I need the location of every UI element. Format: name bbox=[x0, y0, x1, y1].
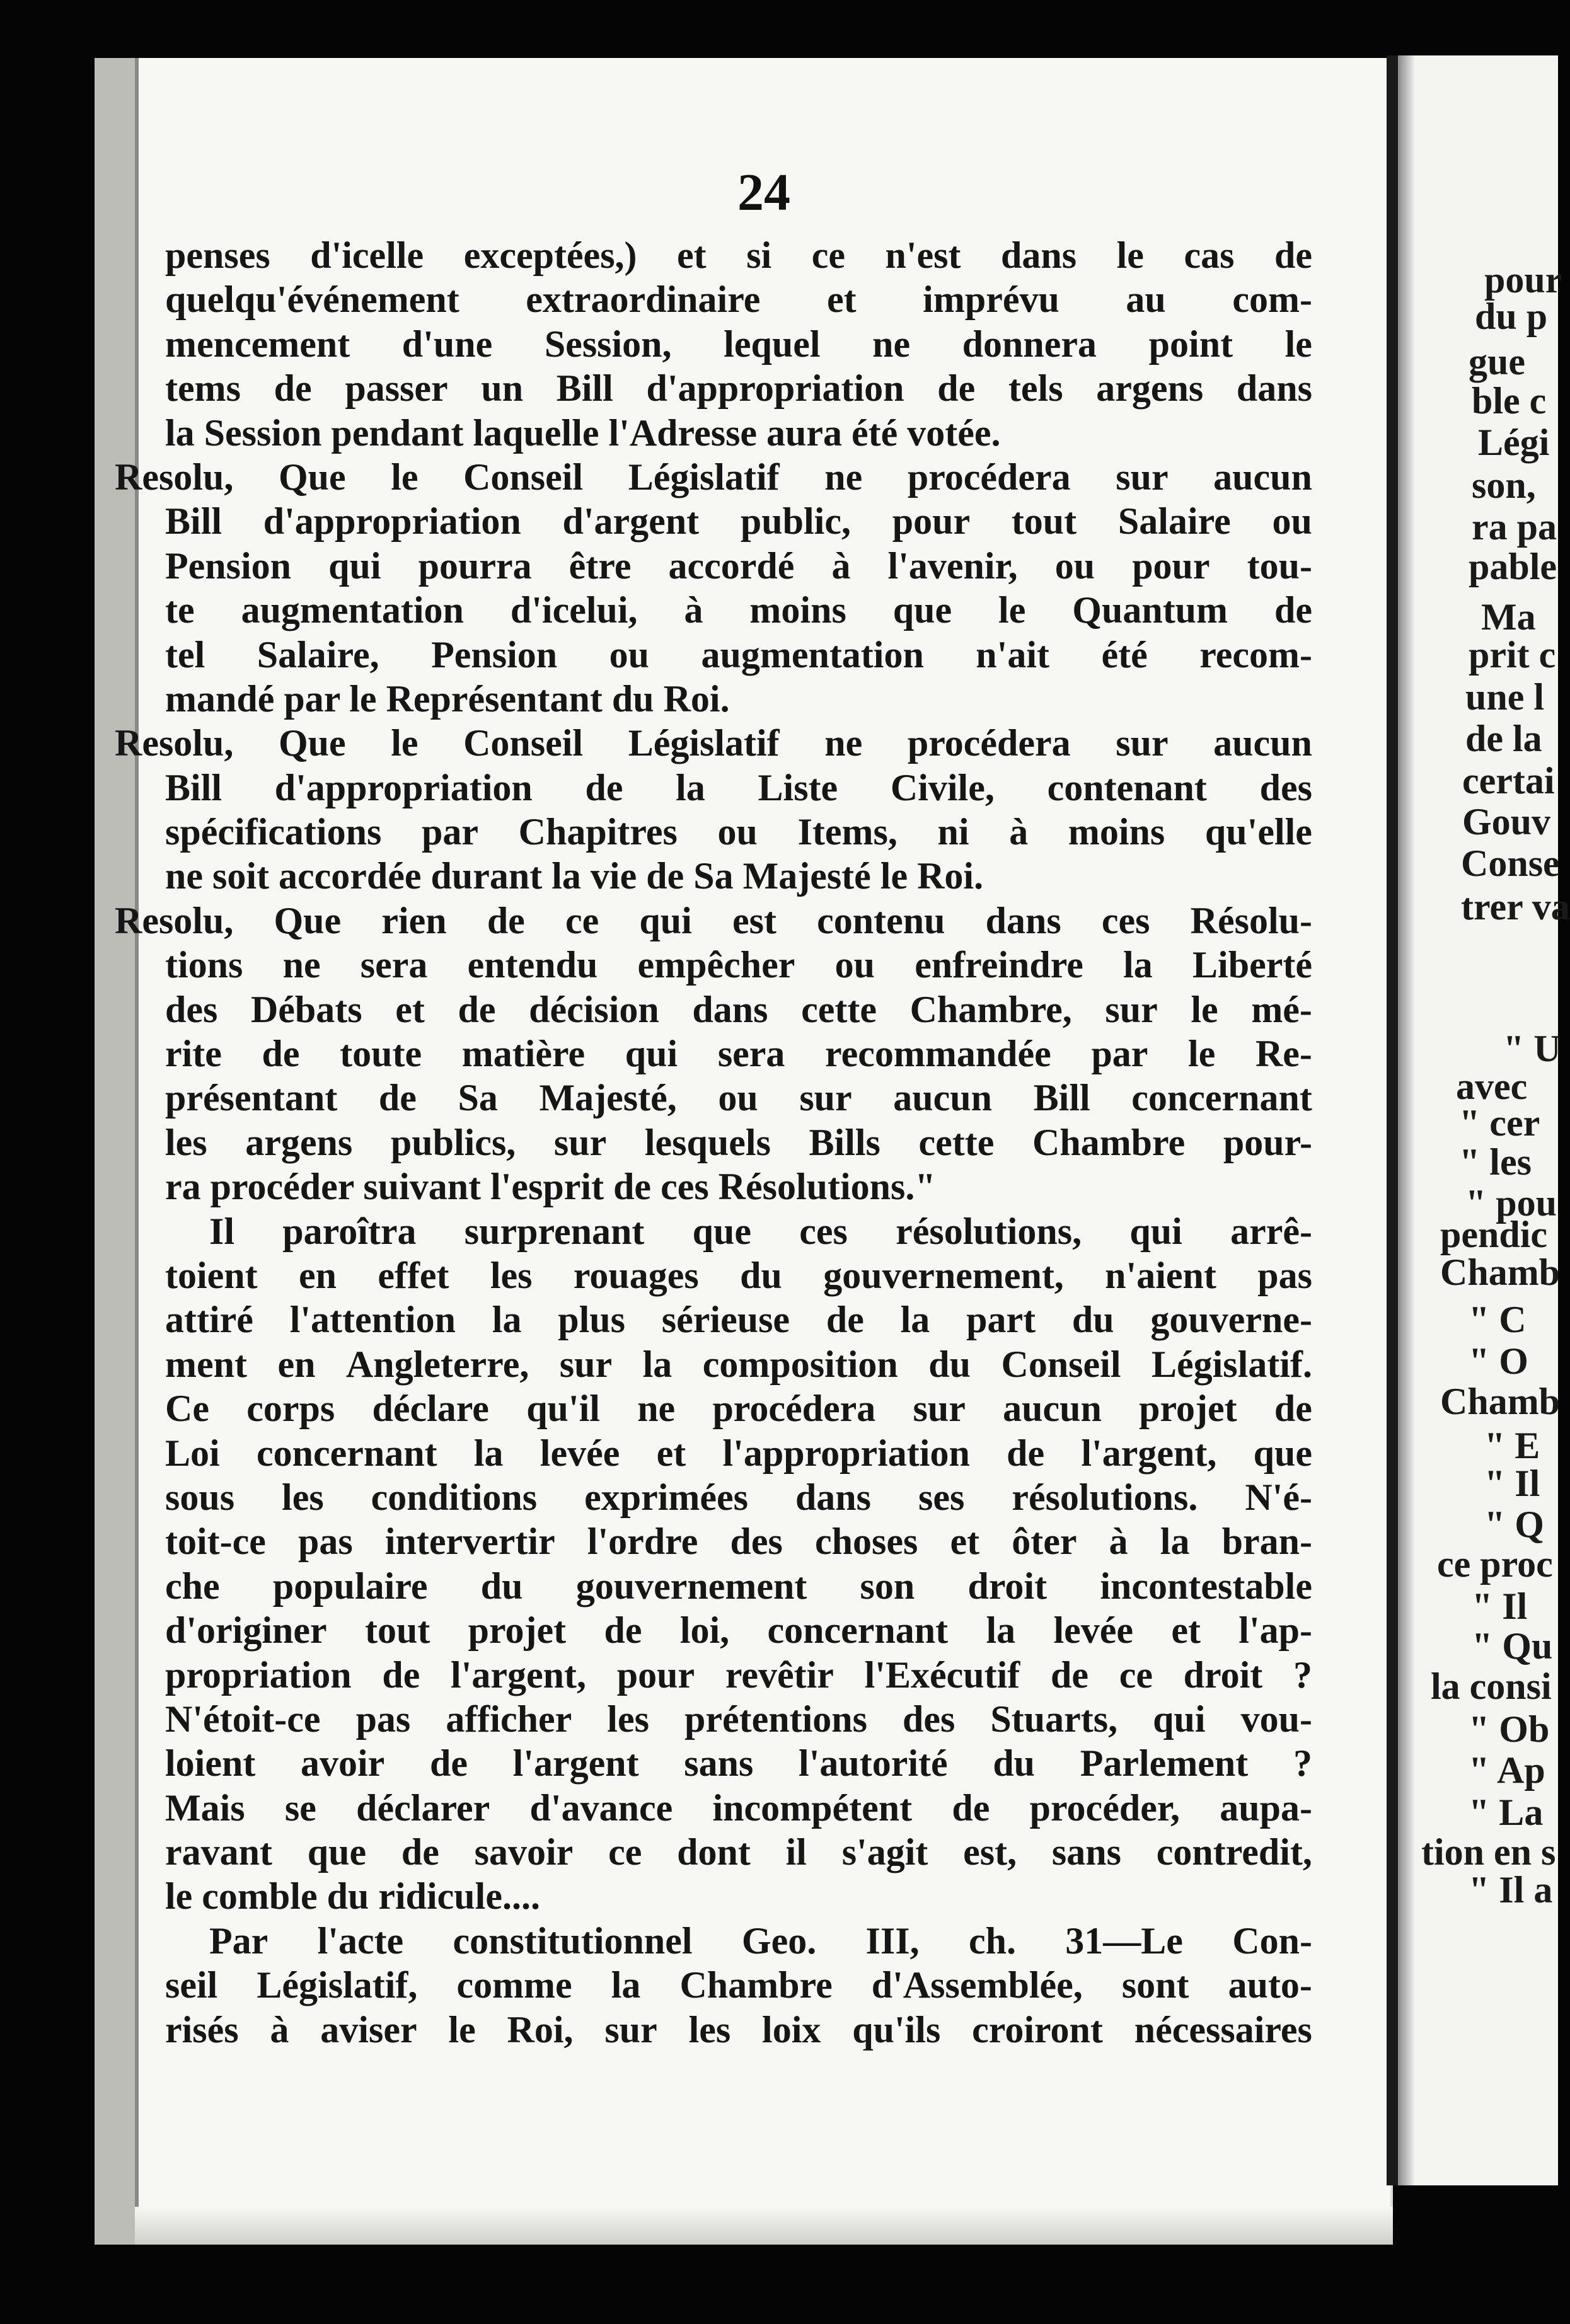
text-line: Resolu, Que le Conseil Législatif ne procédera sur aucun bbox=[115, 722, 1312, 764]
text-line: les argens publics, sur lesquels Bills cette Chambre pour- bbox=[165, 1121, 1312, 1163]
text-line: tel Salaire, Pension ou augmentation n'ait été recom- bbox=[165, 633, 1312, 676]
text-line: ne soit accordée durant la vie de Sa Majesté le Roi. bbox=[165, 855, 984, 897]
right-text-line: ce proc bbox=[1437, 1543, 1553, 1585]
text-line: propriation de l'argent, pour revêtir l'Exécutif de ce droit ? bbox=[165, 1654, 1312, 1696]
main-text-block bbox=[115, 233, 1312, 2052]
right-text-line: tion en s bbox=[1421, 1831, 1556, 1873]
text-line: d'originer tout projet de loi, concernant la levée et l'ap- bbox=[165, 1609, 1312, 1652]
text-line: Mais se déclarer d'avance incompétent de procéder, aupa- bbox=[165, 1786, 1312, 1829]
right-text-line: " pou bbox=[1465, 1182, 1557, 1224]
right-text-line: " O bbox=[1469, 1340, 1528, 1382]
page-gutter bbox=[1398, 55, 1414, 2185]
text-line: sous les conditions exprimées dans ses résolutions. N'é- bbox=[165, 1476, 1312, 1518]
right-text-line: " les bbox=[1459, 1141, 1532, 1183]
text-line: Bill d'appropriation d'argent public, pour tout Salaire ou bbox=[165, 500, 1312, 543]
page-number: 24 bbox=[737, 163, 790, 222]
text-line: penses d'icelle exceptées,) et si ce n'est dans le cas de bbox=[165, 234, 1312, 276]
text-line: attiré l'attention la plus sérieuse de la part du gouverne- bbox=[165, 1299, 1312, 1341]
text-line: Pension qui pourra être accordé à l'avenir, ou pour tou- bbox=[165, 544, 1312, 587]
right-text-line: " Ap bbox=[1469, 1749, 1545, 1791]
right-text-line: " Il a bbox=[1469, 1869, 1553, 1911]
right-text-line: certai bbox=[1462, 760, 1555, 802]
right-text-line: " Il bbox=[1484, 1463, 1540, 1504]
text-line: ravant que de savoir ce dont il s'agit est, sans contredit, bbox=[165, 1831, 1312, 1873]
text-line: toit-ce pas intervertir l'ordre des choses et ôter à la bran- bbox=[165, 1521, 1312, 1563]
text-line: te augmentation d'icelui, à moins que le Quantum de bbox=[165, 589, 1312, 631]
text-line: mencement d'une Session, lequel ne donnera point le bbox=[165, 323, 1312, 365]
text-line: spécifications par Chapitres ou Items, ni à moins qu'elle bbox=[165, 811, 1312, 853]
right-text-line: avec bbox=[1456, 1066, 1528, 1107]
text-line: ment en Angleterre, sur la composition du Conseil Législatif. bbox=[165, 1343, 1312, 1385]
right-text-line: une l bbox=[1465, 676, 1545, 718]
right-text-line: " Il bbox=[1472, 1585, 1528, 1627]
text-line: Resolu, Que le Conseil Législatif ne procédera sur aucun bbox=[115, 456, 1312, 498]
right-text-line: pable bbox=[1469, 546, 1557, 587]
text-line: quelqu'événement extraordinaire et imprévu au com- bbox=[165, 279, 1312, 321]
right-text-line: trer va bbox=[1461, 886, 1570, 928]
text-line: tems de passer un Bill d'appropriation de tels argens dans bbox=[165, 367, 1312, 410]
right-text-line: " La bbox=[1469, 1792, 1544, 1833]
text-line: rite de toute matière qui sera recommandée par le Re- bbox=[165, 1033, 1312, 1075]
right-text-line: son, bbox=[1472, 464, 1536, 506]
text-line: Il paroîtra surprenant que ces résolutions, qui arrê- bbox=[209, 1210, 1312, 1252]
text-line: des Débats et de décision dans cette Chambre, sur le mé- bbox=[165, 988, 1312, 1030]
right-text-line: " Q bbox=[1484, 1504, 1544, 1545]
text-line: loient avoir de l'argent sans l'autorité du Parlement ? bbox=[165, 1742, 1312, 1785]
right-text-line: Ma bbox=[1481, 596, 1536, 638]
right-text-line: ble c bbox=[1472, 380, 1547, 422]
right-text-line: " Qu bbox=[1472, 1625, 1553, 1667]
right-text-line: gue bbox=[1469, 341, 1525, 383]
text-line: tions ne sera entendu empêcher ou enfreindre la Liberté bbox=[165, 944, 1312, 986]
right-text-line: Conse bbox=[1461, 843, 1560, 884]
text-line: Loi concernant la levée et l'appropriation de l'argent, que bbox=[165, 1432, 1312, 1474]
right-text-line: " E bbox=[1484, 1425, 1540, 1466]
text-line: ra procéder suivant l'esprit de ces Résolutions." bbox=[165, 1166, 936, 1208]
right-text-line: prit c bbox=[1469, 634, 1556, 676]
text-line: seil Législatif, comme la Chambre d'Assemblée, sont auto- bbox=[165, 1964, 1312, 2006]
text-line: Bill d'appropriation de la Liste Civile, contenant des bbox=[165, 766, 1312, 808]
text-line: che populaire du gouvernement son droit incontestable bbox=[165, 1565, 1312, 1607]
text-line: Par l'acte constitutionnel Geo. III, ch. 31—Le Con- bbox=[209, 1919, 1312, 1962]
text-line: toient en effet les rouages du gouvernement, n'aient pas bbox=[165, 1254, 1312, 1296]
right-text-line: pour bbox=[1484, 259, 1562, 301]
text-line: N'étoit-ce pas afficher les prétentions des Stuarts, qui vou- bbox=[165, 1698, 1312, 1740]
text-line: Ce corps déclare qu'il ne procédera sur aucun projet de bbox=[165, 1388, 1312, 1430]
text-line: le comble du ridicule.... bbox=[165, 1875, 540, 1918]
right-text-line: de la bbox=[1465, 718, 1542, 759]
right-text-line: Chamb bbox=[1440, 1381, 1561, 1422]
right-text-line: du p bbox=[1475, 296, 1548, 337]
text-line: la Session pendant laquelle l'Adresse aura été votée. bbox=[165, 411, 1001, 454]
text-line: présentant de Sa Majesté, ou sur aucun Bill concernant bbox=[165, 1077, 1312, 1119]
right-text-line: " Ob bbox=[1469, 1708, 1550, 1750]
right-text-line: pendic bbox=[1440, 1214, 1548, 1255]
right-text-line: " C bbox=[1469, 1299, 1527, 1340]
text-line: mandé par le Représentant du Roi. bbox=[165, 677, 730, 720]
right-text-line: Chamb bbox=[1440, 1251, 1561, 1293]
text-line: Resolu, Que rien de ce qui est contenu dans ces Résolu- bbox=[115, 899, 1312, 941]
text-line: risés à aviser le Roi, sur les loix qu'ils croiront nécessaires bbox=[165, 2008, 1312, 2051]
right-text-line: la consi bbox=[1431, 1665, 1552, 1707]
right-text-line: " cer bbox=[1459, 1102, 1540, 1144]
right-text-line: ra pa bbox=[1472, 506, 1557, 548]
right-text-line: Légi bbox=[1478, 422, 1550, 463]
right-text-line: Gouv bbox=[1462, 801, 1551, 843]
right-text-line: " U bbox=[1503, 1028, 1561, 1069]
